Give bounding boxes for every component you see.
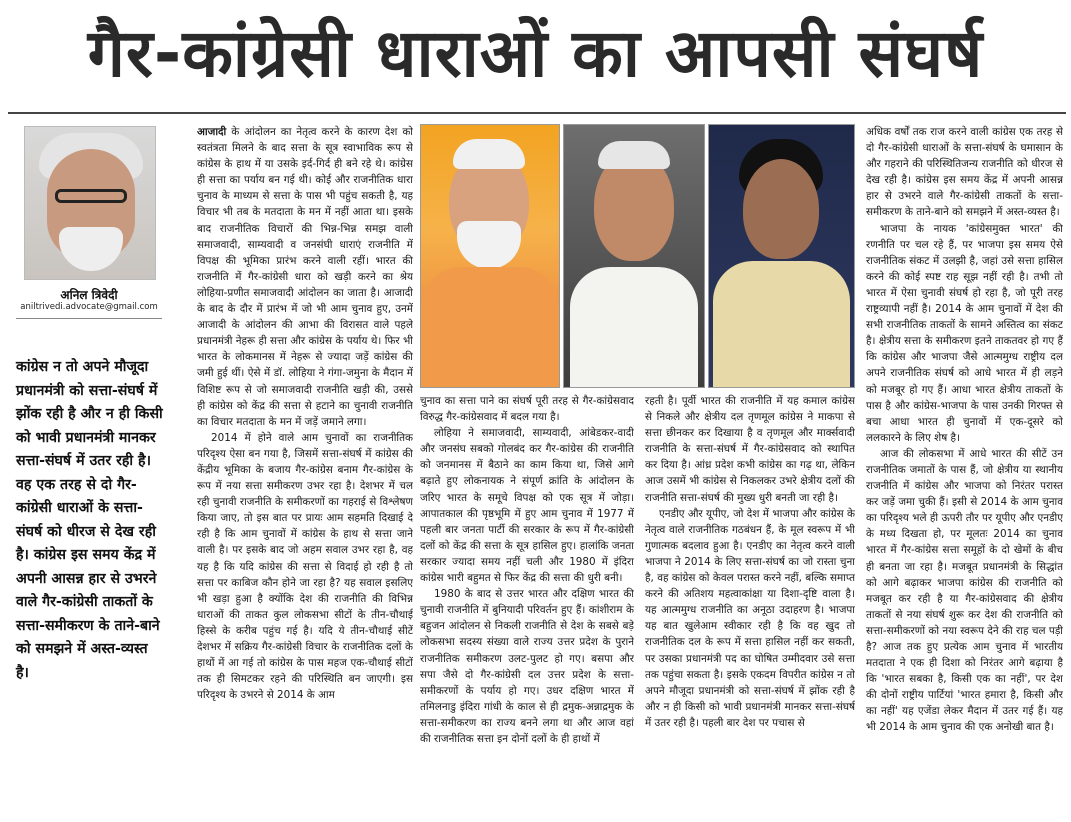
article-column-2: [420, 393, 634, 813]
author-name: अनिल त्रिवेदी: [60, 288, 118, 302]
paragraph: आजादी के आंदोलन का नेतृत्व करने के कारण देश को स्वतंत्रता मिलने के बाद सत्ता के सूत्र स्वाभाविक रूप से कांग्रेस के हाथ में या उसके इर्द-गिर्द ही बने रहे थे। कांग्रेस ही सत्ता का पर्याय बन गई थी। कोई और राजनीतिक धारा चुनाव के माध्यम से सत्ता के पास भी पहुंच सकती है, यह विचार भी तब के मतदाता के मन में नहीं आता था। इसके बाद राजनीतिक विचारों की भिन्न-भिन्न समझ वाली समाजवादी, साम्यवादी व जनसंघी धाराएं राजनीति में विपक्ष की भूमिका प्रारंभ करने वाली रहीं। भारत की राजनीति में गैर-कांग्रेसी धारा को खड़ी करने का श्रेय लोहिया-प्रणीत समाजवादी आंदोलन का जाता है। आजादी के बाद के दौर में प्रारंभ में जो भी आम चुनाव हुए, उनमें आजादी के आंदोलन की आभा की विरासत वाले पहले प्रधानमंत्री नेहरू ही सत्ता और कांग्रेस के पर्याय थे। फिर भी भारत के लोकमानस में नेहरू से ज्यादा जड़ें कांग्रेस की जमी हुई थीं। ऐसे में डॉ. लोहिया ने गंगा-जमुना के मैदान में विशिष्ट रूप से जो समाजवादी राजनीति खड़ी की, उससे ही कांग्रेस को केंद्र की सत्ता से हटाने का चुनावी राजनीति का विचार मतदाता के मन में जड़ें जमाने लगा।: [197, 126, 413, 428]
author-divider: [16, 318, 162, 319]
paragraph: अधिक वर्षों तक राज करने वाली कांग्रेस एक तरह से दो गैर-कांग्रेसी धाराओं के सत्ता-संघर्ष के घमासान के और गहराने की परिस्थितिजन्य राजनीति को धीरज से देख रही है। कांग्रेस इस समय केंद्र में अपनी आसन्न हार से उभरने वाले गैर-कांग्रेसी ताकतों के सत्ता-समीकरण के ताने-बाने को समझने में अस्त-व्यस्त है।: [866, 126, 1063, 219]
politician-photo-3: [708, 124, 855, 388]
pull-quote: कांग्रेस न तो अपने मौजूदा प्रधानमंत्री को सत्ता-संघर्ष में झोंक रही है और न ही किसी को भावी प्रधानमंत्री मानकर सत्ता-संघर्ष में उतर रही है। वह एक तरह से दो गैर-कांग्रेसी धाराओं के सत्ता-संघर्ष को धीरज से देख रही है। कांग्रेस इस समय केंद्र में अपनी आसन्न हार से उभरने वाले गैर-कांग्रेसी ताकतों के सत्ता-समीकरण के ताने-बाने को समझने में अस्त-व्यस्त है।: [16, 359, 163, 681]
article-column-1: [197, 124, 413, 814]
headline: गैर-कांग्रेसी धाराओं का आपसी संघर्ष: [87, 15, 984, 92]
lead-word: आजादी: [197, 126, 227, 138]
paragraph: 1980 के बाद से उत्तर भारत और दक्षिण भारत की चुनावी राजनीति में बुनियादी परिवर्तन हुए हैं। कांशीराम के बहुजन आंदोलन से निकली राजनीति से देश के सबसे बड़े लोकसभा सदस्य संख्या वाले राज्य उत्तर प्रदेश के पुराने राजनीतिक समीकरण उलट-पुलट हो गए। बसपा और सपा जैसे दो गैर-कांग्रेसी दल उत्तर प्रदेश के सत्ता-समीकरणों के पर्याय हो गए। उधर दक्षिण भारत में तमिलनाडु इंदिरा गांधी के काल से ही द्रमुक-अन्नाद्रमुक के सत्ता-समीकरण का राज्य बनने लगा था और आज वहां की राजनीतिक सत्ता इन दोनों दलों के ही हाथों में: [420, 588, 634, 745]
politician-photo-2: [563, 124, 705, 388]
author-email: aniltrivedi.advocate@gmail.com: [20, 302, 158, 312]
paragraph: भाजपा के नायक 'कांग्रेसमुक्त भारत' की रणनीति पर चल रहे हैं, पर भाजपा इस समय ऐसे राजनीतिक संकट में उलझी है, जहां उसे सत्ता हासिल करने की कोई स्पष्ट राह सूझ नहीं रही है। तभी तो भारत में ऐसा चुनावी संघर्ष हो रहा है, जो पूरी तरह राष्ट्रव्यापी नहीं है। 2014 के आम चुनावों में देश की सभी राजनीतिक ताकतों के सामने अस्तित्व का संकट है। क्षेत्रीय सत्ता के समीकरण इतने ताकतवर हो गए हैं कि कांग्रेस और भाजपा जैसे आत्ममुग्ध राष्ट्रीय दल अपने राजनीतिक संघर्ष को आधे भारत में ही लड़ने को मजबूर हो गए हैं। आधा भारत क्षेत्रीय ताकतों के पास है और कांग्रेस-भाजपा के पास उनकी गिरफ्त से बचा आधा भारत ही चुनावों में एक-दूसरे को ललकारने के लिए शेष है।: [866, 222, 1063, 444]
article-column-3: [645, 393, 855, 813]
article-column-4: [866, 124, 1063, 814]
paragraph: 2014 में होने वाले आम चुनावों का राजनीतिक परिदृश्य ऐसा बन गया है, जिसमें सत्ता-संघर्ष में कांग्रेस की केंद्रीय भूमिका के बजाय गैर-कांग्रेस बनाम गैर-कांग्रेस के रूप में नया सत्ता समीकरण उभर रहा है। देशभर में चल रही चुनावी राजनीति के समीकरणों का गहराई से विश्लेषण किया जाए, तो इस बात पर प्रायः आम सहमति दिखाई दे रही है कि आम चुनावों में कांग्रेस के हाथ से सत्ता जाने वाली है। पर इसके बाद जो अहम सवाल उभर रहा है, वह यह है कि यदि कांग्रेस की सत्ता से विदाई हो रही है तो सत्ता पर काबिज कौन होने जा रहा है? यह सवाल इसलिए भी खड़ा हुआ है क्योंकि देश की राजनीति की विभिन्न धाराओं की ताकत कुल लोकसभा सीटों के तीन-चौथाई हिस्से के करीब पहुंच गई है। यदि ये तीन-चौथाई सीटें देशभर में सक्रिय गैर-कांग्रेसी विचार के राजनीतिक दलों के हाथों में आ गई तो कांग्रेस के पास महज एक-चौथाई सीटों तक ही सिमटकर रहने की परिस्थिति बन जाएगी। इस परिदृश्य के उभरने से 2014 के आम: [197, 431, 413, 702]
paragraph: आज की लोकसभा में आधे भारत की सीटें उन राजनीतिक जमातों के पास हैं, जो क्षेत्रीय या स्थानीय राजनीति में कांग्रेस और भाजपा को निरंतर परास्त कर जड़ें जमा चुकी हैं। इसी से 2014 के आम चुनाव का परिदृश्य भले ही ऊपरी तौर पर यूपीए और एनडीए के मध्य दिखता हो, पर मूलतः 2014 का चुनाव भारत में गैर-कांग्रेस सत्ता समूहों के दो खेमों के बीच ही बनता जा रहा है। मजबूत प्रधानमंत्री के सिद्धांत को आगे बढ़ाकर भाजपा कांग्रेस की राजनीति को मजबूत कर रही है या गैर-कांग्रेसवाद की क्षेत्रीय ताकतों से नया संघर्ष शुरू कर देश की राजनीति को सत्ता-समीकरणों को नया स्वरूप देने की राह चल पड़ी है? आज तक हुए प्रत्येक आम चुनाव में भारतीय मतदाता ने एक ही दिशा को निरंतर आगे बढ़ाया है कि 'भारत सबका है, किसी एक का नहीं', पर देश की दोनों राष्ट्रीय पार्टियां 'भारत हमारा है, किसी और का नहीं' यह एजेंडा लेकर मैदान में उतर गई हैं। यह भी 2014 के आम चुनाव की एक अनोखी बात है।: [866, 447, 1063, 734]
headline-rule: [8, 112, 1066, 114]
paragraph: लोहिया ने समाजवादी, साम्यवादी, आंबेडकर-वादी और जनसंघ सबको गोलबंद कर गैर-कांग्रेस की राजनीति को जनमानस में बैठाने का काम किया था, जिसे आगे बढ़ाते हुए लोकनायक ने संपूर्ण क्रांति के आंदोलन के जरिए भारत के समूचे विपक्ष को एक सूत्र में जोड़ा। आपातकाल की पृष्ठभूमि में हुए आम चुनाव में 1977 में पहली बार जनता पार्टी की सरकार के रूप में गैर-कांग्रेसी दलों को केंद्र की सत्ता के सूत्र हासिल हुए। हालांकि जनता सरकार ज्यादा समय नहीं चली और 1980 में इंदिरा कांग्रेस भारी बहुमत से फिर केंद्र की सत्ता की धुरी बनी।: [420, 427, 634, 585]
author-photo: [24, 126, 156, 280]
paragraph: एनडीए और यूपीए, जो देश में भाजपा और कांग्रेस के नेतृत्व वाले राजनीतिक गठबंधन हैं, के मूल स्वरूप में भी गुणात्मक बदलाव हुआ है। एनडीए का नेतृत्व करने वाली भाजपा ने 2014 के लिए सत्ता-संघर्ष का जो रास्ता चुना है, वह कांग्रेस को केवल परास्त करने नहीं, बल्कि समाप्त करने की अतिशय महत्वाकांक्षा या दिशा-दृष्टि वाला है। यह आत्ममुग्ध राजनीति का अनूठा उदाहरण है। भाजपा यह बात खुलेआम स्वीकार रही है कि वह खुद तो राजनीतिक दल के रूप में सत्ता हासिल नहीं कर सकती, पर उसका प्रधानमंत्री पद का घोषित उम्मीदवार उसे सत्ता तक पहुंचा सकता है। इसके एकदम विपरीत कांग्रेस न तो अपने मौजूदा प्रधानमंत्री को सत्ता-संघर्ष में झोंक रही है और न ही किसी को भावी प्रधानमंत्री मानकर सत्ता-संघर्ष में उतर रही है। पहली बार देश पर पचास से: [645, 507, 855, 729]
paragraph: रहती है। पूर्वी भारत की राजनीति में यह कमाल कांग्रेस से निकले और क्षेत्रीय दल तृणमूल कांग्रेस ने माकपा से सत्ता छीनकर कर दिखाया है व तृणमूल और मार्क्सवादी राजनीति के सत्ता-संघर्ष में गैर-कांग्रेसवाद को स्थापित कर दिया है। आंध्र प्रदेश कभी कांग्रेस का गढ़ था, लेकिन आज उसमें भी कांग्रेस से निकलकर उभरे क्षेत्रीय दलों की राजनीति सत्ता-संघर्ष की मुख्य धुरी बनती जा रही है।: [645, 395, 855, 504]
paragraph: चुनाव का सत्ता पाने का संघर्ष पूरी तरह से गैर-कांग्रेसवाद विरुद्ध गैर-कांग्रेसवाद में बदल गया है।: [420, 395, 634, 424]
politician-photo-1: [420, 124, 560, 388]
